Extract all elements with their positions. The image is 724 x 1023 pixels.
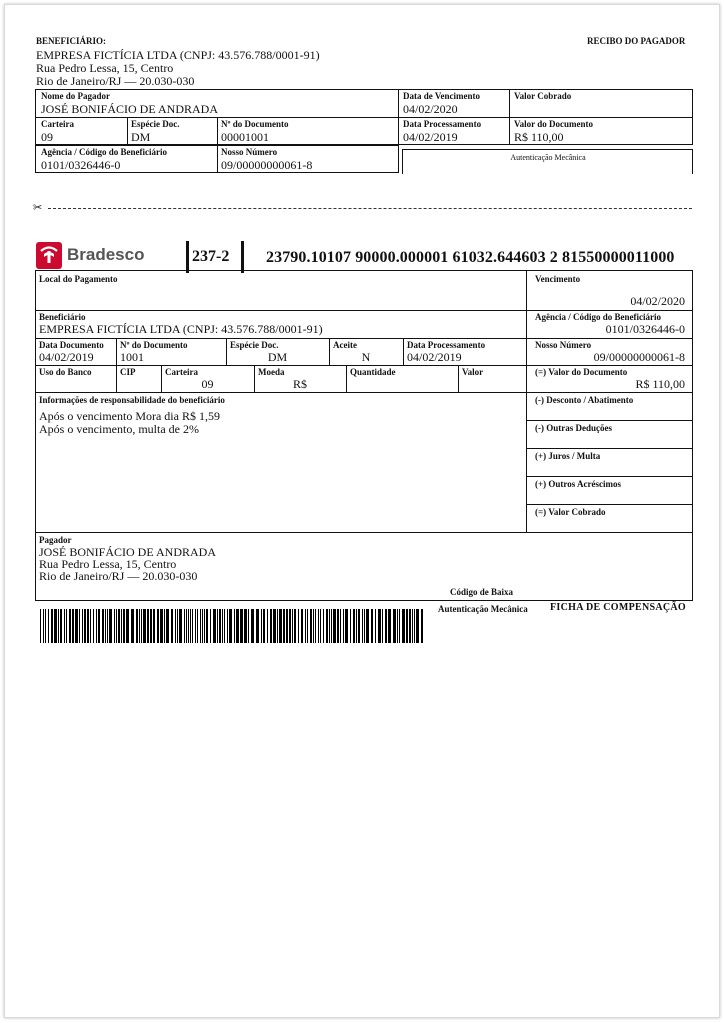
our-number-label: Nosso Número xyxy=(535,340,592,350)
barcode-bar xyxy=(184,609,185,643)
barcode-bar xyxy=(236,609,239,643)
barcode-bar xyxy=(197,609,198,643)
receipt-due-date: 04/02/2020 xyxy=(403,102,458,116)
barcode-bar xyxy=(107,609,108,643)
barcode-bar xyxy=(64,609,65,643)
doc-number-value: 1001 xyxy=(120,350,144,364)
receipt-processing-date: 04/02/2019 xyxy=(403,130,458,144)
receipt-wallet-label: Carteira xyxy=(41,119,74,129)
barcode-bar xyxy=(206,609,208,643)
barcode-bar xyxy=(45,609,46,643)
barcode-bar xyxy=(177,609,178,643)
bank-code: 237-2 xyxy=(192,248,230,265)
barcode-bar xyxy=(279,609,282,643)
barcode-bar xyxy=(409,609,411,643)
barcode-bar xyxy=(224,609,225,643)
barcode-bar xyxy=(51,609,53,643)
due-label: Vencimento xyxy=(535,274,581,284)
barcode-bar xyxy=(109,609,112,643)
barcode-bar xyxy=(283,609,285,643)
barcode-bar xyxy=(412,609,413,643)
barcode-bar xyxy=(217,609,218,643)
barcode-bar xyxy=(421,609,423,643)
receipt-beneficiary-address1: Rua Pedro Lessa, 15, Centro xyxy=(36,61,174,75)
barcode-bar xyxy=(315,609,316,643)
barcode-bar xyxy=(393,609,396,643)
barcode-bar xyxy=(371,609,373,643)
cut-line xyxy=(48,208,692,209)
barcode-bar xyxy=(126,609,129,643)
barcode xyxy=(40,609,426,643)
barcode-bar xyxy=(263,609,265,643)
beneficiary-label: Beneficiário xyxy=(39,312,86,322)
doc-kind-value: DM xyxy=(267,350,288,364)
barcode-bar xyxy=(286,609,288,643)
barcode-bar xyxy=(69,609,71,643)
barcode-bar xyxy=(350,609,351,643)
barcode-bar xyxy=(102,609,104,643)
other-additions-label: (+) Outros Acréscimos xyxy=(535,479,621,489)
value-label: Valor xyxy=(462,367,484,377)
accept-label: Aceite xyxy=(333,340,357,350)
discount-label: (-) Desconto / Abatimento xyxy=(535,395,634,405)
info-label: Informações de responsabilidade do beneficiário xyxy=(39,395,225,405)
barcode-bar xyxy=(90,609,91,643)
barcode-bar xyxy=(234,609,235,643)
barcode-bar xyxy=(60,609,62,643)
barcode-bar xyxy=(79,609,80,643)
barcode-bar xyxy=(116,609,117,643)
agency-label: Agência / Código do Beneficiário xyxy=(535,312,661,322)
barcode-bar xyxy=(143,609,146,643)
barcode-bar xyxy=(256,609,259,643)
currency-label: Moeda xyxy=(258,367,285,377)
barcode-bar xyxy=(213,609,216,643)
compensation-label: FICHA DE COMPENSAÇÃO xyxy=(550,602,687,613)
barcode-bar xyxy=(153,609,155,643)
scissors-icon: ✂ xyxy=(33,202,43,214)
barcode-bar xyxy=(378,609,381,643)
barcode-bar xyxy=(87,609,89,643)
barcode-bar xyxy=(399,609,400,643)
doc-date-label: Data Documento xyxy=(39,340,104,350)
mech-auth-label: Autenticação Mecânica xyxy=(438,604,528,614)
barcode-bar xyxy=(337,609,339,643)
receipt-agency: 0101/0326446-0 xyxy=(41,158,121,172)
bank-name: Bradesco xyxy=(67,245,145,264)
barcode-bar xyxy=(416,609,419,643)
barcode-bar xyxy=(131,609,134,643)
barcode-bar xyxy=(356,609,357,643)
interest-label: (+) Juros / Multa xyxy=(535,451,601,461)
barcode-bar xyxy=(186,609,187,643)
barcode-bar xyxy=(301,609,303,643)
wallet-label: Carteira xyxy=(165,367,198,377)
cip-label: CIP xyxy=(120,367,136,377)
bank-use-label: Uso do Banco xyxy=(39,367,92,377)
barcode-bar xyxy=(345,609,348,643)
barcode-bar xyxy=(98,609,100,643)
our-number-value: 09/00000000061-8 xyxy=(593,350,685,364)
receipt-title: RECIBO DO PAGADOR xyxy=(587,36,686,46)
digitable-line: 23790.10107 90000.000001 61032.644603 2 81550000011000 xyxy=(266,249,675,266)
barcode-bar xyxy=(318,609,319,643)
barcode-bar xyxy=(54,609,57,643)
receipt-due-date-label: Data de Vencimento xyxy=(403,91,480,101)
receipt-beneficiary-name: EMPRESA FICTÍCIA LTDA (CNPJ: 43.576.788/0001-91) xyxy=(36,48,320,62)
barcode-bar xyxy=(326,609,328,643)
barcode-bar xyxy=(331,609,332,643)
barcode-bar xyxy=(313,609,314,643)
receipt-doc-number-label: Nº do Documento xyxy=(221,119,289,129)
barcode-bar xyxy=(333,609,336,643)
barcode-bar xyxy=(93,609,94,643)
receipt-beneficiary-label: BENEFICIÁRIO: xyxy=(36,36,107,46)
barcode-bar xyxy=(105,609,106,643)
barcode-bar xyxy=(160,609,163,643)
processing-label: Data Processamento xyxy=(407,340,486,350)
barcode-bar xyxy=(164,609,165,643)
barcode-bar xyxy=(195,609,196,643)
charged-label: (=) Valor Cobrado xyxy=(535,507,606,517)
receipt-payer-name: JOSÉ BONIFÁCIO DE ANDRADA xyxy=(41,102,219,116)
receipt-payer-label: Nome do Pagador xyxy=(41,91,110,101)
barcode-bar xyxy=(48,609,49,643)
barcode-bar xyxy=(72,609,74,643)
barcode-bar xyxy=(267,609,268,643)
currency-value: R$ xyxy=(292,377,307,391)
barcode-bar xyxy=(190,609,191,643)
write-off-label: Código de Baixa xyxy=(450,587,514,597)
barcode-bar xyxy=(222,609,223,643)
barcode-bar xyxy=(171,609,173,643)
barcode-bar xyxy=(343,609,344,643)
barcode-bar xyxy=(150,609,152,643)
barcode-bar xyxy=(261,609,262,643)
receipt-processing-date-label: Data Processamento xyxy=(403,119,482,129)
receipt-agency-label: Agência / Código do Beneficiário xyxy=(41,147,167,157)
wallet-value: 09 xyxy=(201,377,214,391)
barcode-bar xyxy=(136,609,138,643)
barcode-bar xyxy=(406,609,408,643)
processing-value: 04/02/2019 xyxy=(407,350,462,364)
barcode-bar xyxy=(307,609,308,643)
beneficiary-value: EMPRESA FICTÍCIA LTDA (CNPJ: 43.576.788/0001-91) xyxy=(39,322,323,336)
barcode-bar xyxy=(358,609,360,643)
quantity-label: Quantidade xyxy=(350,367,396,377)
barcode-bar xyxy=(114,609,115,643)
barcode-bar xyxy=(292,609,293,643)
info-line2: Após o vencimento, multa de 2% xyxy=(39,422,199,436)
barcode-bar xyxy=(362,609,363,643)
due-value: 04/02/2020 xyxy=(630,294,685,308)
barcode-bar xyxy=(96,609,97,643)
barcode-bar xyxy=(251,609,254,643)
barcode-bar xyxy=(141,609,142,643)
barcode-bar xyxy=(43,609,44,643)
barcode-bar xyxy=(364,609,365,643)
barcode-bar xyxy=(219,609,221,643)
barcode-bar xyxy=(277,609,278,643)
barcode-bar xyxy=(121,609,122,643)
barcode-bar xyxy=(166,609,169,643)
barcode-bar xyxy=(118,609,120,643)
receipt-doc-kind: DM xyxy=(131,130,151,144)
barcode-bar xyxy=(202,609,203,643)
barcode-bar xyxy=(147,609,149,643)
payer-address2: Rio de Janeiro/RJ — 20.030-030 xyxy=(39,569,198,583)
barcode-bar xyxy=(298,609,299,643)
barcode-bar xyxy=(382,609,383,643)
doc-value-label: (=) Valor do Documento xyxy=(535,367,628,377)
barcode-bar xyxy=(84,609,86,643)
barcode-bar xyxy=(273,609,276,643)
bradesco-logo-icon xyxy=(36,242,62,269)
receipt-doc-kind-label: Espécie Doc. xyxy=(131,119,180,129)
barcode-bar xyxy=(366,609,369,643)
doc-date-value: 04/02/2019 xyxy=(39,350,94,364)
barcode-bar xyxy=(188,609,189,643)
barcode-bar xyxy=(402,609,405,643)
receipt-amount-charged-label: Valor Cobrado xyxy=(514,91,572,101)
barcode-bar xyxy=(227,609,228,643)
barcode-bar xyxy=(329,609,330,643)
barcode-bar xyxy=(310,609,312,643)
barcode-bar xyxy=(353,609,355,643)
barcode-bar xyxy=(289,609,291,643)
barcode-bar xyxy=(385,609,387,643)
barcode-bar xyxy=(340,609,341,643)
barcode-bar xyxy=(305,609,306,643)
receipt-mech-auth-label: Autenticação Mecânica xyxy=(510,153,586,162)
barcode-bar xyxy=(210,609,211,643)
barcode-bar xyxy=(58,609,59,643)
barcode-bar xyxy=(175,609,176,643)
barcode-bar xyxy=(414,609,415,643)
receipt-our-number: 09/00000000061-8 xyxy=(221,158,313,172)
barcode-bar xyxy=(179,609,182,643)
barcode-bar xyxy=(66,609,67,643)
barcode-bar xyxy=(375,609,376,643)
barcode-bar xyxy=(200,609,201,643)
barcode-bar xyxy=(270,609,272,643)
barcode-bar xyxy=(320,609,321,643)
receipt-doc-value: R$ 110,00 xyxy=(514,130,564,144)
barcode-bar xyxy=(157,609,159,643)
barcode-bar xyxy=(82,609,83,643)
doc-kind-label: Espécie Doc. xyxy=(230,340,279,350)
barcode-bar xyxy=(75,609,78,643)
barcode-bar xyxy=(323,609,324,643)
doc-number-label: Nº do Documento xyxy=(120,340,188,350)
doc-value-value: R$ 110,00 xyxy=(635,377,685,391)
payment-place-label: Local do Pagamento xyxy=(39,274,118,284)
barcode-bar xyxy=(397,609,398,643)
receipt-doc-number: 00001001 xyxy=(221,130,269,144)
receipt-beneficiary-address2: Rio de Janeiro/RJ — 20.030-030 xyxy=(36,74,195,88)
info-line1: Após o vencimento Mora dia R$ 1,59 xyxy=(39,409,220,423)
barcode-bar xyxy=(123,609,125,643)
other-deductions-label: (-) Outras Deduções xyxy=(535,423,612,433)
barcode-bar xyxy=(204,609,205,643)
barcode-bar xyxy=(244,609,247,643)
barcode-bar xyxy=(294,609,296,643)
barcode-bar xyxy=(248,609,249,643)
receipt-wallet: 09 xyxy=(41,130,53,144)
barcode-bar xyxy=(229,609,232,643)
agency-value: 0101/0326446-0 xyxy=(605,322,685,336)
accept-value: N xyxy=(361,350,371,364)
payer-label: Pagador xyxy=(39,535,72,545)
payer-address1: Rua Pedro Lessa, 15, Centro xyxy=(39,557,177,571)
barcode-bar xyxy=(192,609,193,643)
receipt-doc-value-label: Valor do Documento xyxy=(514,119,594,129)
payer-name: JOSÉ BONIFÁCIO DE ANDRADA xyxy=(39,545,217,559)
barcode-bar xyxy=(240,609,243,643)
receipt-our-number-label: Nosso Número xyxy=(221,147,278,157)
barcode-bar xyxy=(139,609,140,643)
barcode-bar xyxy=(388,609,391,643)
barcode-bar xyxy=(40,609,41,643)
